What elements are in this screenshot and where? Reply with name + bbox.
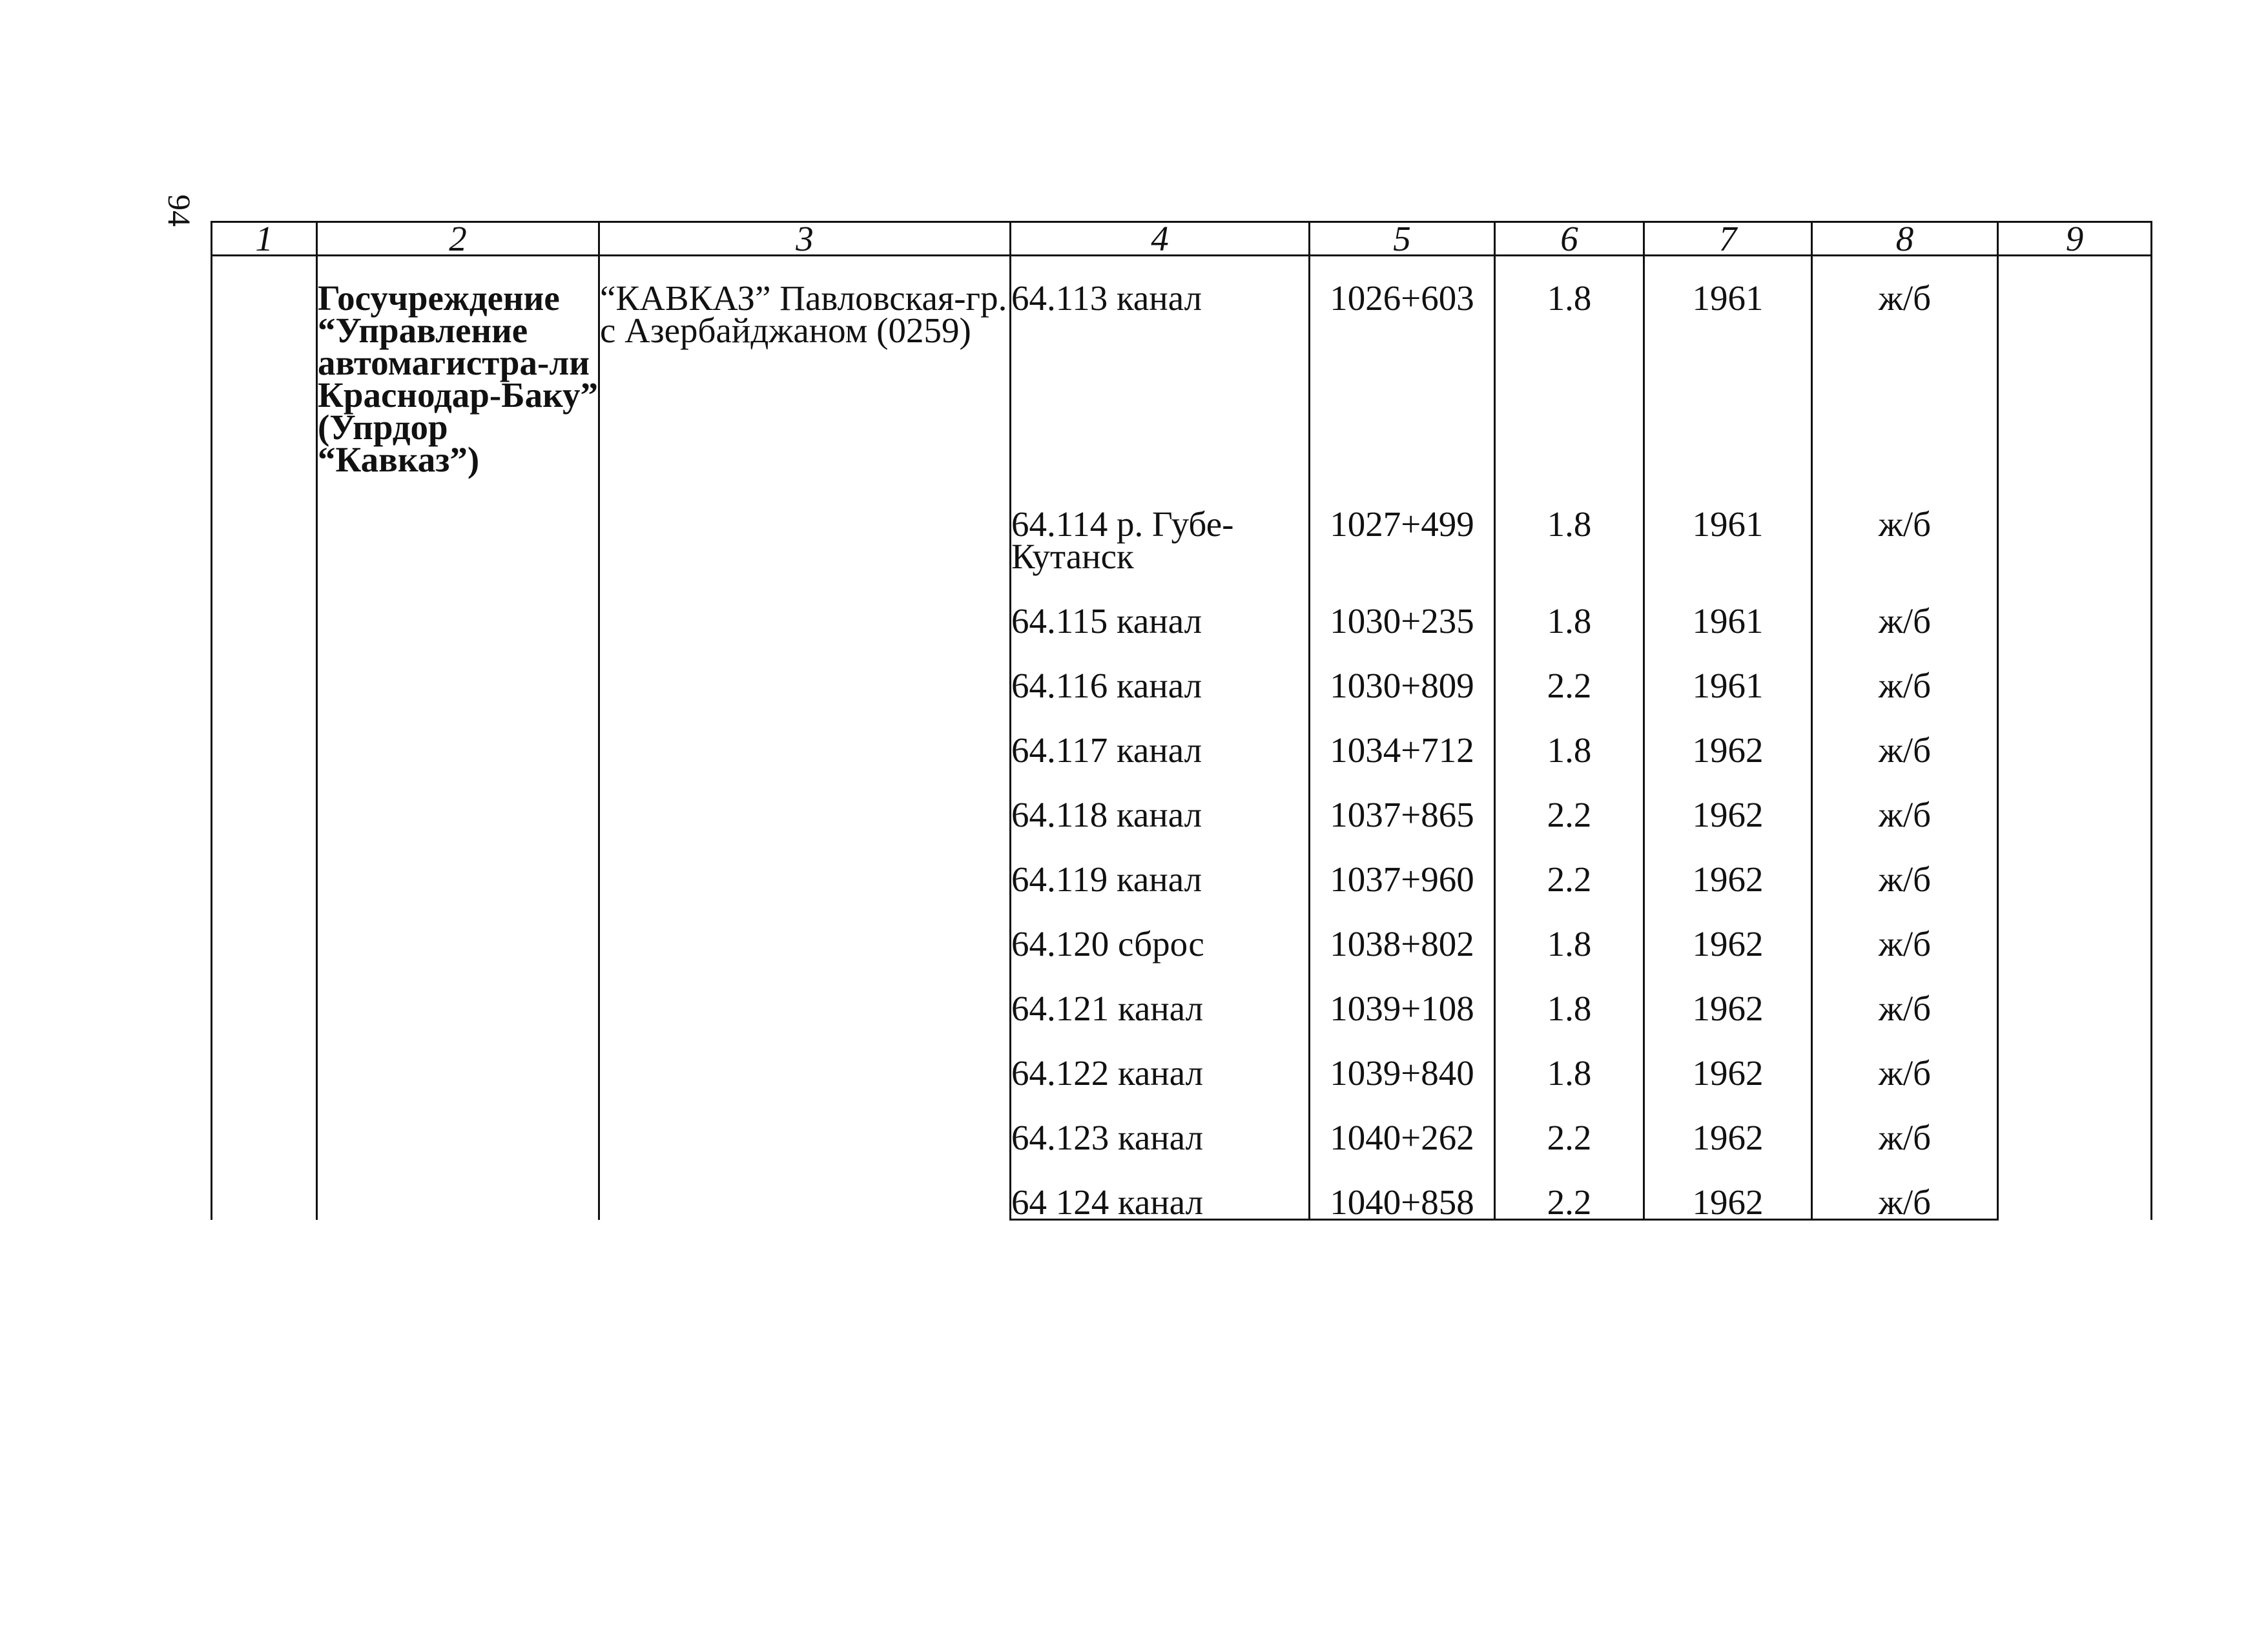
value-cell: 2.2 [1495, 1122, 1644, 1186]
location-cell: 1037+865 [1310, 799, 1495, 863]
material-cell: ж/б [1812, 863, 1998, 928]
object-cell: 64.123 канал [1011, 1122, 1310, 1186]
year-cell: 1962 [1644, 928, 1812, 993]
material-cell: ж/б [1812, 1122, 1998, 1186]
value-cell: 2.2 [1495, 799, 1644, 863]
column-number: 8 [1812, 222, 1998, 256]
value-cell: 1.8 [1495, 993, 1644, 1057]
value-cell: 2.2 [1495, 1186, 1644, 1220]
value-cell: 1.8 [1495, 734, 1644, 799]
year-cell: 1962 [1644, 799, 1812, 863]
year-cell: 1962 [1644, 993, 1812, 1057]
material-cell: ж/б [1812, 508, 1998, 605]
column-number: 4 [1011, 222, 1310, 256]
value-cell: 1.8 [1495, 928, 1644, 993]
material-cell: ж/б [1812, 799, 1998, 863]
object-cell: 64.122 канал [1011, 1057, 1310, 1122]
year-cell: 1962 [1644, 1057, 1812, 1122]
value-cell: 2.2 [1495, 863, 1644, 928]
location-cell: 1038+802 [1310, 928, 1495, 993]
column-number: 7 [1644, 222, 1812, 256]
row-index-cell [212, 282, 317, 1220]
object-cell: 64.119 канал [1011, 863, 1310, 928]
year-cell: 1962 [1644, 863, 1812, 928]
object-cell: 64.114 р. Губе-Кутанск [1011, 508, 1310, 605]
material-cell: ж/б [1812, 670, 1998, 734]
value-cell: 1.8 [1495, 282, 1644, 508]
value-cell: 1.8 [1495, 508, 1644, 605]
material-cell: ж/б [1812, 605, 1998, 670]
year-cell: 1961 [1644, 670, 1812, 734]
organization-cell: Госучреждение “Управление автомагистра-ли Краснодар-Баку” (Упрдор “Кавказ”) [317, 282, 599, 1220]
location-cell: 1034+712 [1310, 734, 1495, 799]
column-number: 3 [599, 222, 1011, 256]
road-cell: “КАВКАЗ” Павловская-гр. с Азербайджаном (0259) [599, 282, 1011, 1220]
location-cell: 1026+603 [1310, 282, 1495, 508]
object-cell: 64.118 канал [1011, 799, 1310, 863]
object-cell: 64.115 канал [1011, 605, 1310, 670]
object-cell: 64 124 канал [1011, 1186, 1310, 1220]
column-number: 9 [1998, 222, 2152, 256]
location-cell: 1030+235 [1310, 605, 1495, 670]
value-cell: 1.8 [1495, 605, 1644, 670]
object-cell: 64.117 канал [1011, 734, 1310, 799]
value-cell: 1.8 [1495, 1057, 1644, 1122]
location-cell: 1037+960 [1310, 863, 1495, 928]
bridges-table [211, 221, 2152, 1221]
object-cell: 64.113 канал [1011, 282, 1310, 508]
location-cell: 1040+858 [1310, 1186, 1495, 1220]
empty-cell [1998, 282, 2152, 1220]
year-cell: 1961 [1644, 605, 1812, 670]
location-cell: 1039+840 [1310, 1057, 1495, 1122]
column-number: 2 [317, 222, 599, 256]
object-cell: 64.121 канал [1011, 993, 1310, 1057]
object-cell: 64.116 канал [1011, 670, 1310, 734]
material-cell: ж/б [1812, 1057, 1998, 1122]
page-number: 94 [161, 194, 198, 227]
location-cell: 1027+499 [1310, 508, 1495, 605]
year-cell: 1962 [1644, 1186, 1812, 1220]
year-cell: 1961 [1644, 508, 1812, 605]
location-cell: 1039+108 [1310, 993, 1495, 1057]
object-cell: 64.120 сброс [1011, 928, 1310, 993]
column-number: 1 [212, 222, 317, 256]
material-cell: ж/б [1812, 1186, 1998, 1220]
location-cell: 1030+809 [1310, 670, 1495, 734]
material-cell: ж/б [1812, 282, 1998, 508]
material-cell: ж/б [1812, 928, 1998, 993]
year-cell: 1962 [1644, 1122, 1812, 1186]
column-number: 6 [1495, 222, 1644, 256]
material-cell: ж/б [1812, 993, 1998, 1057]
year-cell: 1961 [1644, 282, 1812, 508]
value-cell: 2.2 [1495, 670, 1644, 734]
table-header-row [212, 222, 2152, 256]
column-number: 5 [1310, 222, 1495, 256]
table-row [212, 282, 2152, 508]
location-cell: 1040+262 [1310, 1122, 1495, 1186]
year-cell: 1962 [1644, 734, 1812, 799]
material-cell: ж/б [1812, 734, 1998, 799]
